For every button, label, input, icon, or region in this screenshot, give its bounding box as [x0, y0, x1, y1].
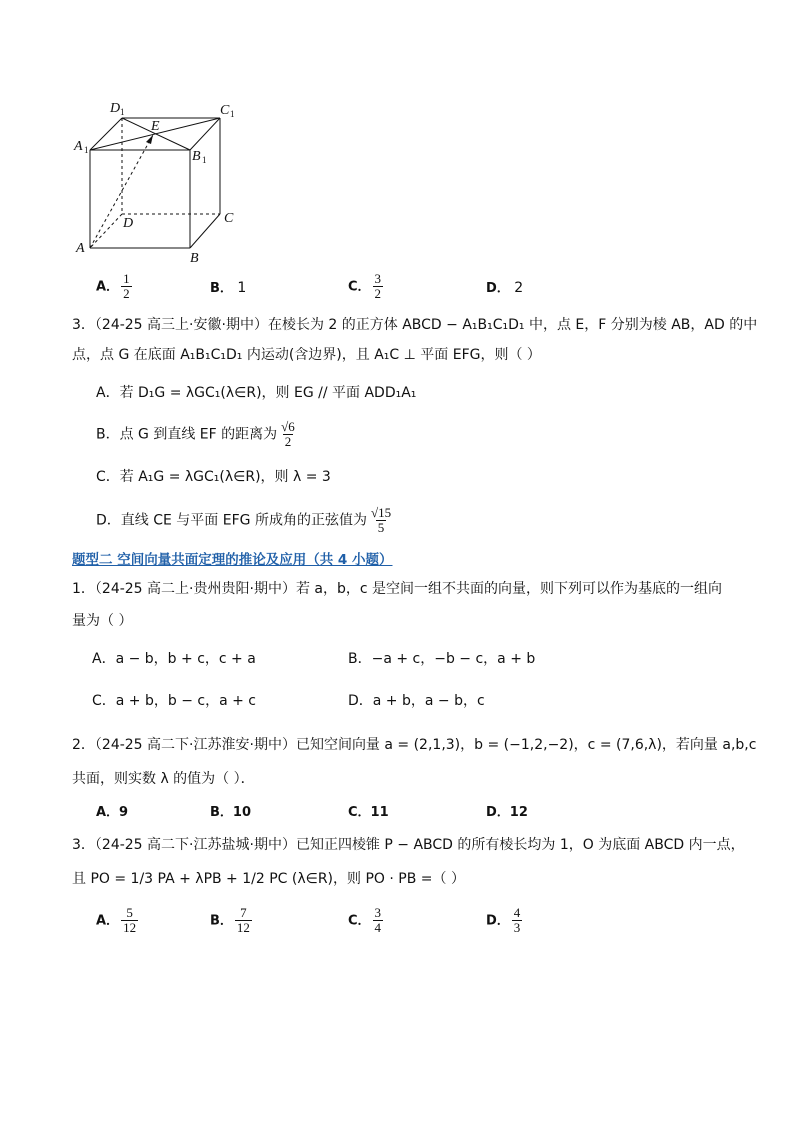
edge-b1c1	[190, 118, 220, 150]
label-d: D	[123, 216, 134, 231]
q1-option-a: A．a − b，b + c，c + a	[92, 651, 256, 667]
edge-bc	[190, 214, 220, 248]
q1-stem-line2: 量为（ ）	[72, 613, 133, 629]
label-a: A	[76, 241, 85, 256]
label-d1: D	[110, 101, 121, 116]
svg-text:1: 1	[120, 107, 125, 117]
q3a-option-d: D．直线 CE 与平面 EFG 所成角的正弦值为 $\frac{√15}{5}$	[96, 505, 392, 535]
q1-option-c: C．a + b，b − c，a + c	[92, 693, 256, 709]
label-c1: C	[220, 103, 230, 118]
label-b1: B	[192, 149, 201, 164]
q2-option-d: D．12	[486, 805, 528, 820]
q3a-option-c: C．若 A₁G = λGC₁(λ∈R)，则 λ = 3	[96, 469, 331, 485]
q3b-option-a: A． $\frac{5}{12}$	[96, 905, 137, 935]
q3a-option-a: A．若 D₁G = λGC₁(λ∈R)，则 EG // 平面 ADD₁A₁	[96, 385, 417, 401]
q2-stem-line1: 2．（24-25 高二下·江苏淮安·期中）已知空间向量 a = (2,1,3)，b = (−1,2,−2)，c = (7,6,λ)，若向量 a,b,c	[72, 737, 757, 753]
edge-d1a1	[90, 118, 122, 150]
q3a-stem-line1: 3．（24-25 高三上·安徽·期中）在棱长为 2 的正方体 ABCD − A₁B₁C₁D₁ 中，点 E，F 分别为棱 AB，AD 的中	[72, 317, 758, 333]
svg-text:1: 1	[202, 155, 207, 165]
q2-stem-line2: 共面，则实数 λ 的值为（ ）．	[72, 771, 255, 787]
svg-text:1: 1	[230, 109, 235, 119]
q3a-option-b: B．点 G 到直线 EF 的距离为 $\frac{√6}{2}$	[96, 419, 295, 449]
q1-stem-line1: 1．（24-25 高二上·贵州贵阳·期中）若 a，b，c 是空间一组不共面的向量，则下列可以作为基底的一组向	[72, 581, 722, 597]
q2-option-c: C．11	[348, 805, 389, 820]
q3b-option-b: B． $\frac{7}{12}$	[210, 905, 250, 935]
cube-figure	[60, 90, 260, 270]
edge-da-hidden	[90, 214, 122, 248]
section-title: 题型二 空间向量共面定理的推论及应用（共 4 小题）	[72, 552, 393, 568]
q3b-option-d: D． $\frac{4}{3}$	[486, 905, 521, 935]
svg-text:1: 1	[84, 145, 89, 155]
q3b-stem-line1: 3．（24-25 高二下·江苏盐城·期中）已知正四棱锥 P − ABCD 的所有棱长均为 1，O 为底面 ABCD 内一点，	[72, 837, 745, 853]
label-b: B	[190, 251, 199, 266]
q2-option-a: A．9	[96, 805, 129, 820]
prev-option-a: A． $\frac{1}{2}$	[96, 271, 130, 301]
prev-option-d: D． 2	[486, 280, 524, 296]
q1-option-d: D．a + b，a − b，c	[348, 693, 485, 709]
q3b-stem-line2: 且 PO = 1/3 PA + λPB + 1/2 PC (λ∈R)，则 PO · PB =（ ）	[72, 871, 465, 887]
q3b-option-c: C． $\frac{3}{4}$	[348, 905, 382, 935]
q2-option-b: B．10	[210, 805, 251, 820]
label-e: E	[151, 119, 160, 134]
prev-option-b: B． 1	[210, 280, 247, 296]
label-c: C	[224, 211, 234, 226]
q3a-stem-line2: 点，点 G 在底面 A₁B₁C₁D₁ 内运动(含边界)，且 A₁C ⊥ 平面 EFG，则（ ）	[72, 347, 541, 363]
q1-option-b: B．−a + c，−b − c，a + b	[348, 651, 536, 667]
label-a1: A	[74, 139, 83, 154]
prev-option-c: C． $\frac{3}{2}$	[348, 271, 382, 301]
